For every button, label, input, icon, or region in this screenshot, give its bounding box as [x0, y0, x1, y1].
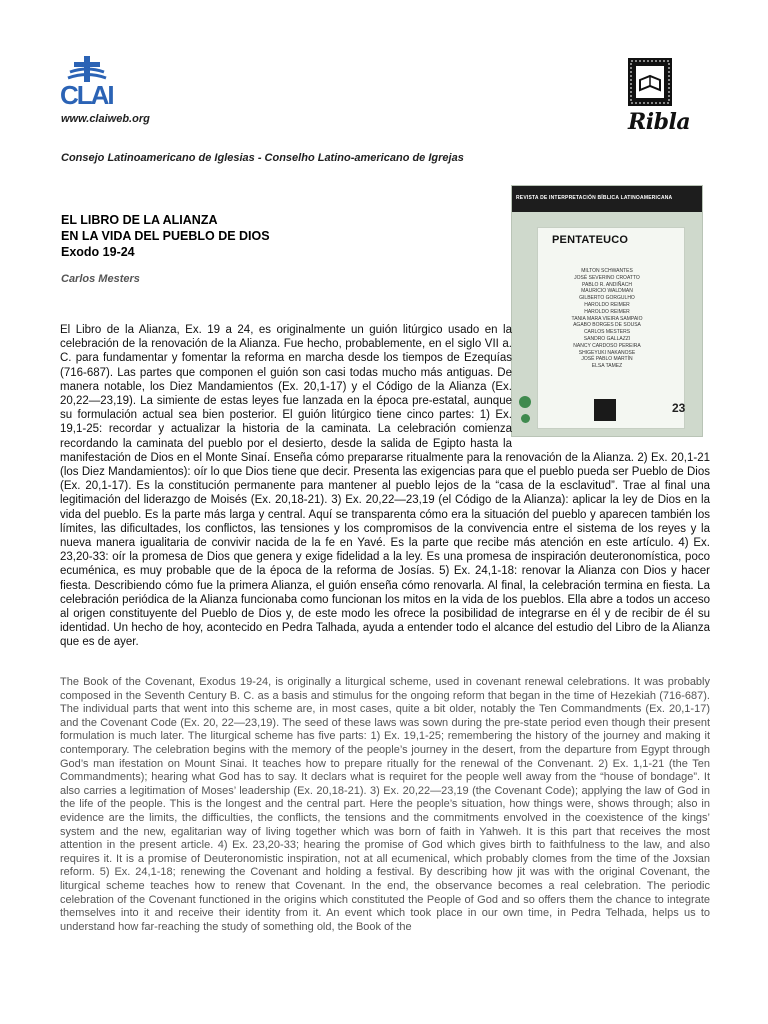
title-line-3: Exodo 19-24 [61, 245, 135, 259]
cover-author: TANIA MARA VIEIRA SAMPAIO [571, 315, 643, 322]
cover-author: HAROLDO REIMER [584, 301, 630, 308]
article-title [61, 212, 270, 260]
spanish-abstract [60, 323, 710, 650]
organization-name: Consejo Latinoamericano de Iglesias - Conselho Latino-americano de Igrejas [61, 152, 464, 164]
clai-logo-icon [60, 56, 122, 108]
cover-author: ELSA TAMEZ [591, 363, 623, 370]
title-line-1: EL LIBRO DE LA ALIANZA [61, 213, 218, 227]
cover-author: JOSÉ SEVERINO CROATTO [574, 274, 640, 281]
cover-author: SHIGEYUKI NAKANOSE [578, 349, 636, 356]
cover-author: JOSÉ PABLO MARTÍN [581, 356, 633, 363]
cover-author: AGABO BORGES DE SOUSA [573, 322, 641, 329]
cover-issue-number: 23 [672, 401, 686, 415]
book-emblem-icon [628, 58, 672, 106]
ribla-logo-text: Ribla [628, 109, 691, 135]
spanish-abstract-text: El Libro de la Alianza, Ex. 19 a 24, es originalmente un guión litúrgico usado en la celebración de la renovación de la Alianza. Fue hecho, probablemente, en el siglo VII a. C. para fundamentar y fomentar la reforma en marcha desde los tiempos de Ezequías (716-687). Las partes que componen el guión son casi todas mucho más antiguas. De manera notable, los Diez Mandamientos (Ex. 20,1-17) y el Código de la Alianza (Ex. 20,22—23,19). La simiente de estas leyes fue lanzada en la época pre-estatal, aunque su formulación actual sea bien posterior. El guión litúrgico tiene cinco partes: 1) Ex. 19,1-25: recordar y actualizar la historia de la caminata. La celebración comienza recordando la caminata del pueblo por el desierto, desde la salida de Egipto hasta la manifestación de Dios en el Monte Sinaí. Enseña cómo prepararse ritualmente para la renovación de la Alianza. 2) Ex. 20,1-21 (los Diez Mandamientos): oír lo que Dios tiene que decir. Presenta las exigencias para que el pueblo pueda ser Pueblo de Dios (Ex. 20,1-17). Es la constitución permanente para mantener al pueblo lejos de la “casa de la esclavitud”. Trae al final una legitimación del liderazgo de Moisés (Ex. 20,18-21). 3) Ex. 20,22—23,19 (el Código de la Alianza): aplicar la ley de Dios en la vida del pueblo. Es la parte más larga y central. Aquí se transparenta cómo era la situación del pueblo y aparecen también los límites, las dificultades, los conflictos, las tensiones y los compromisos de la convivencia entre el sistema de los reyes y la nueva manera igualitaria de convivir nacida de la fe en Yavé. Es la parte que recibe más atención en este artículo. 4) Ex. 23,20-33: oír la promesa de Dios que genera y exige fidelidad a la ley. Es una promesa de inspiración deuteronomística, poco ecuménica, es muy probable que de la época de la reforma de Josías. 5) Ex. 24,1-18: renovar la Alianza con Dios y hacer fiesta. Describiendo cómo fue la primera Alianza, el guión enseña cómo renovarla. Al final, la celebración termina en fiesta. La celebración periódica de la Alianza funcionaba como funcionan los mitos en la vida de los pueblos. Ella abre a todos un acceso al origen constituyente del Pueblo de Dios y, de este modo les ofrece la posibilidad de integrarse en él y de recibir de él su identidad. Un hecho de hoy, acontecido en Pedra Talhada, ayuda a entender todo el alcance del estudio del Libro de la Alianza que es de ayer. [60, 324, 710, 649]
cover-author: HAROLDO REIMER [584, 308, 630, 315]
cover-banner [512, 186, 702, 212]
cover-author: MAURICIO WALDMAN [581, 288, 633, 295]
clai-logo-text: CLAI [60, 80, 113, 108]
cover-author: SANDRO GALLAZZI [583, 335, 631, 342]
cover-author: MILTON SCHWANTES [581, 268, 633, 274]
cover-author: NANCY CARDOSO PEREIRA [573, 342, 641, 349]
clai-logo[interactable] [60, 56, 122, 108]
english-abstract: The Book of the Covenant, Exodus 19-24, is originally a liturgical scheme, used in covenant renewal celebrations. It was probably composed in the Seventh Century B. C. as a basis and stimulus for the ongoing reform that began in the time of Hezekiah (716-687). The individual parts that went into this scheme are, in most cases, quite a bit older, notably the Ten Commandments (Ex. 20,1-17) and the Covenant Code (Ex. 20, 22—23,19). The seed of these laws was sown during the pre-state period even though their present formulation is much later. The liturgical scheme has five parts: 1) Ex. 19,1-25; remembering the history of the journey and making it contemporary. The celebration begins with the memory of the people’s journey in the desert, from the departure from Egypt through God’s man ifestation on Mount Sinai. It teaches how to prepare ritually for the renewal of the Convenant. 2) Ex. 1,1-21 (the Ten Commandments); hearing what God has to say. It declars what is requiret for the people well away from the “house of bondage”. It also carries a legitimation of Moses’ leadership (Ex. 20,18-21). 3) Ex. 20,22—23,19 (the Covenant Code); applying the law of God in the life of the people. This is the longest and the central part. Here the people’s situation, how things were, shows through; also in evidence are the limits, the difficulties, the conflicts, the tensions and the commitments envolved in the coexistence of the kings’ system and the new, egalitarian way of living together which was born of faith in Yahweh. It is this part that receives the most attention in the present article. 4) Ex. 23,20-33; hearing the promise of God which gives birth to faithfulness to the law, and also requires it. It is a promise of Deuteronomistic inspiration, not at all ecumenical, which probably clomes from the time of the Joxsian reform. 5) Ex. 24,1-18; renewing the Covenant and holding a festival. By describing how jit was with the original Covenant, the liturgical scheme teaches how to renew that Covenant. In the end, the observance becomes a real celebration. The periodic celebration of the Covenant functioned in the origins which constituted the People of God and so offers them the chance to integrate themselves into it and receive their identity from it. An event which took place in our own time, in Pedra Telhada, helps us to understand how far-reaching the study of something old, the Book of the [60, 676, 710, 933]
title-line-2: EN LA VIDA DEL PUEBLO DE DIOS [61, 229, 270, 243]
ribla-logo-emblem [628, 58, 672, 106]
cover-banner-text: REVISTA DE INTERPRETACIÓN BÍBLICA LATINOAMERICANA [516, 195, 673, 201]
cover-heading: PENTATEUCO [552, 234, 629, 246]
cover-author: GILBERTO GORGULHO [579, 295, 635, 302]
cover-wrap-spacer [512, 323, 710, 443]
cover-author: CARLOS MESTERS [583, 329, 631, 336]
article-author: Carlos Mesters [61, 273, 140, 285]
site-url-link[interactable]: www.claiweb.org [61, 113, 150, 125]
cover-author: PABLO R. ANDIÑACH [582, 281, 632, 288]
